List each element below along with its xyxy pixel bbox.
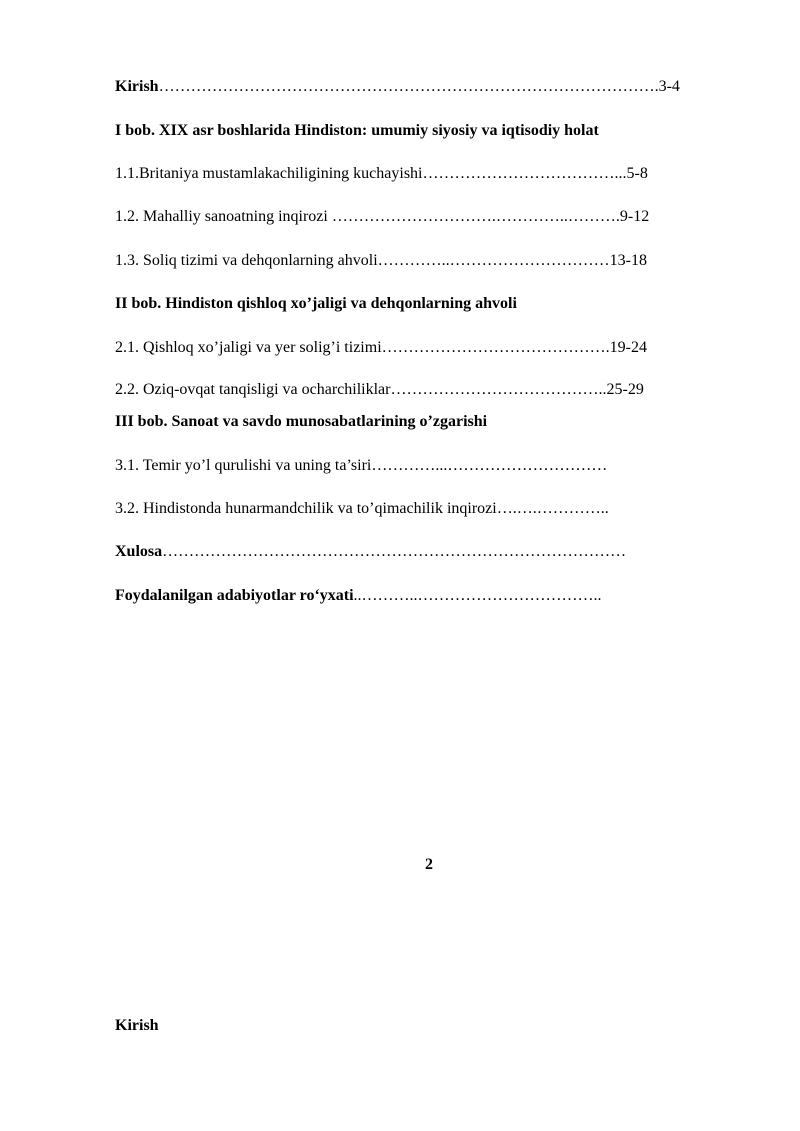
toc-leader: …………..………………………… [377,252,610,269]
toc-label: 3.2. Hindistonda hunarmandchilik va to’qimachilik inqirozi [115,500,497,517]
toc-entry-1-3 [115,251,647,271]
toc-entry-kirish [115,77,680,97]
toc-entry-1-2 [115,207,649,227]
toc-leader: ..………..…………………………….. [353,587,602,604]
toc-leader: ………………………………... [422,165,627,182]
toc-chapter-3 [115,412,487,432]
toc-label: Xulosa [115,543,163,560]
toc-chapter-1 [115,121,599,141]
toc-label: III bob. Sanoat va savdo munosabatlarining o’zgarishi [115,413,488,430]
toc-leader: …………………………………………………………………………… [162,543,627,560]
toc-page: 3-4 [658,78,680,95]
toc-label: II bob. Hindiston qishloq xo’jaligi va dehqonlarning ahvoli [115,295,517,312]
toc-entry-xulosa [115,542,626,562]
toc-label: I bob. XIX asr boshlarida Hindiston: umumiy siyosiy va iqtisodiy holat [115,122,599,139]
toc-page: 13-18 [609,252,647,269]
toc-label: Kirish [115,78,159,95]
toc-leader: ……………………………………. [381,339,610,356]
toc-leader: ………………………….…………..……… [327,208,616,225]
toc-leader: ….….………….. [496,500,609,517]
next-page-heading: Kirish [115,1017,159,1034]
toc-chapter-2 [115,294,517,314]
toc-leader: ………………………………….. [390,381,607,398]
page-number: 2 [425,856,433,873]
toc-entry-2-2 [115,380,644,400]
toc-page: 5-8 [626,165,648,182]
toc-label: 2.2. Oziq-ovqat tanqisligi va ocharchiliklar [115,381,391,398]
toc-label: Foydalanilgan adabiyotlar ro‘yxati [115,587,354,604]
toc-entry-3-2 [115,499,609,519]
toc-label: 1.2. Mahalliy sanoatning inqirozi [115,208,328,225]
toc-entry-3-1 [115,456,607,476]
toc-leader: …………………………………………………………………………………. [158,78,659,95]
toc-entry-bibliography [115,586,602,606]
toc-entry-1-1 [115,164,648,184]
toc-page: .9-12 [615,208,650,225]
toc-leader: …………...………………………… [371,457,608,474]
toc-label: 1.3. Soliq tizimi va dehqonlarning ahvoli [115,252,378,269]
toc-label: 2.1. Qishloq xo’jaligi va yer solig’i tizimi [115,339,382,356]
toc-label: 1.1.Britaniya mustamlakachiligining kuchayishi [115,165,423,182]
toc-page: 19-24 [609,339,647,356]
toc-page: 25-29 [606,381,644,398]
toc-label: 3.1. Temir yo’l qurulishi va uning ta’siri [115,457,372,474]
toc-entry-2-1 [115,338,647,358]
